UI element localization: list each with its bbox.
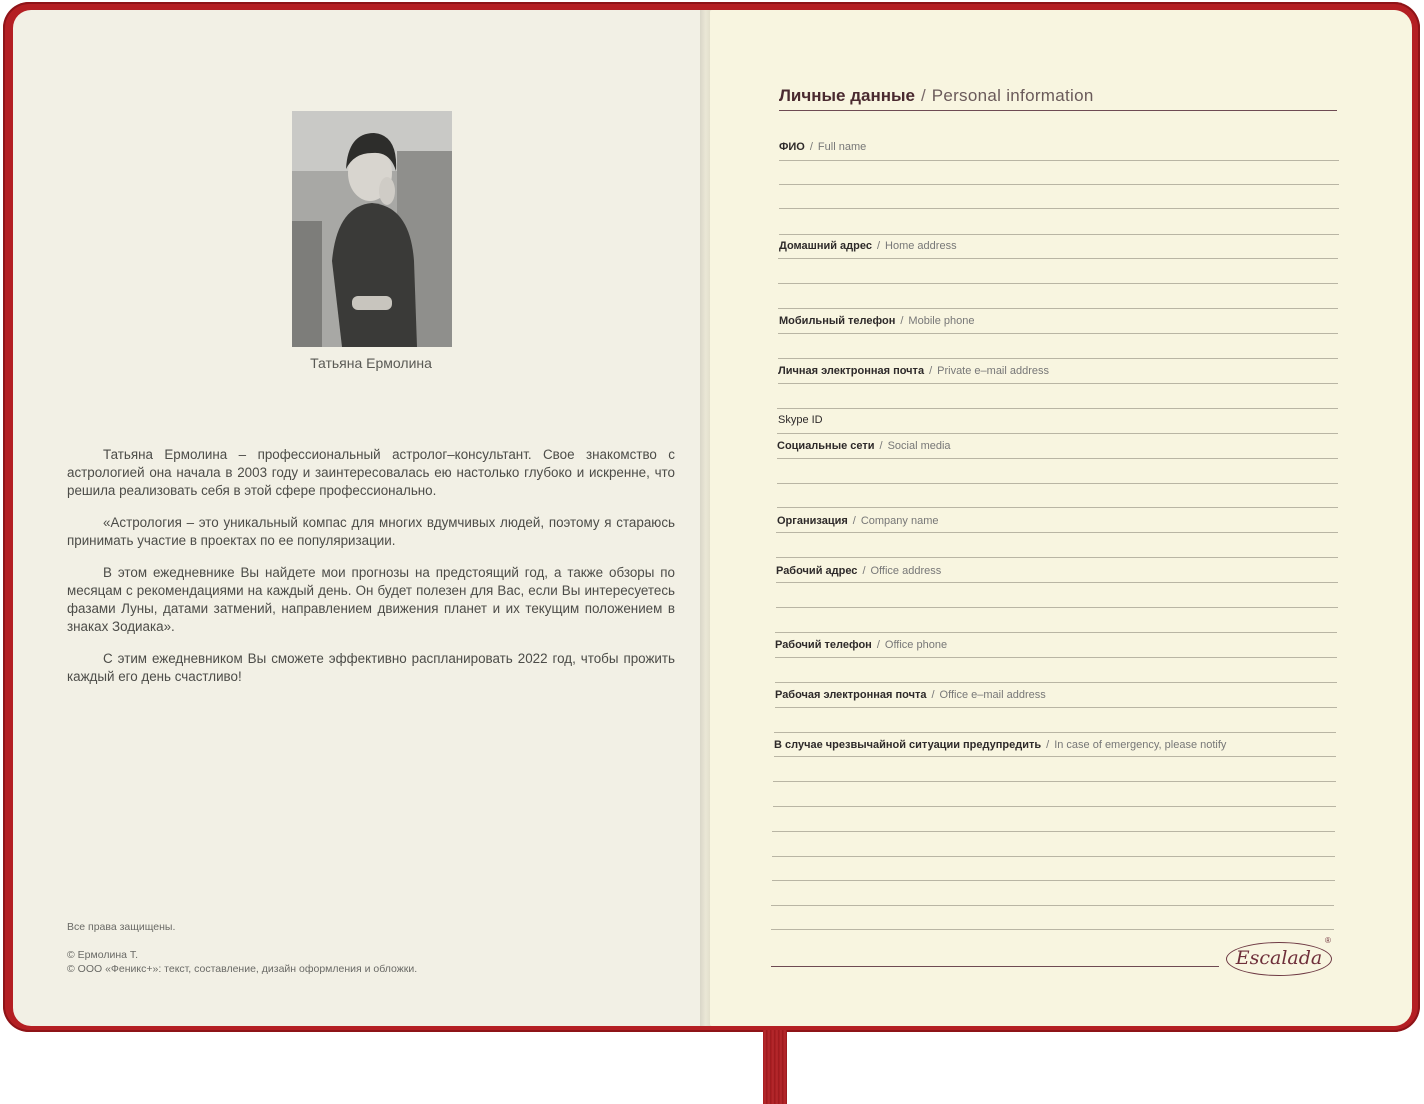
writing-line[interactable] xyxy=(779,208,1339,209)
writing-line[interactable] xyxy=(774,732,1336,733)
title-separator: / xyxy=(920,86,926,105)
author-photo xyxy=(292,111,452,347)
writing-line[interactable] xyxy=(775,657,1337,658)
writing-line[interactable] xyxy=(779,160,1339,161)
writing-line[interactable] xyxy=(775,682,1337,683)
copyright-author: © Ермолина Т. xyxy=(67,949,139,961)
writing-line[interactable] xyxy=(771,929,1334,930)
writing-line[interactable] xyxy=(775,632,1337,633)
field-full-name: ФИО / Full name xyxy=(779,141,867,153)
field-private-email: Личная электронная почта / Private e–mail address xyxy=(778,365,1050,377)
field-company-name: Организация / Company name xyxy=(777,515,939,527)
writing-line[interactable] xyxy=(779,234,1339,235)
bio-paragraph: В этом ежедневнике Вы найдете мои прогнозы на предстоящий год, а также обзоры по месяцам с рекомендациями на каждый день. Он будет полезен для Вас, если Вы интересуетесь фазами Луны, датами затмений, направлением движения планет и их текущим положением в знаках Зодиака». xyxy=(67,565,675,634)
field-social-media: Социальные сети / Social media xyxy=(777,440,951,452)
writing-line[interactable] xyxy=(778,308,1338,309)
field-office-email: Рабочая электронная почта / Office e–mail address xyxy=(775,689,1046,701)
registered-mark: ® xyxy=(1325,936,1331,945)
writing-line[interactable] xyxy=(772,831,1335,832)
writing-line[interactable] xyxy=(778,333,1338,334)
field-mobile-phone: Мобильный телефон / Mobile phone xyxy=(779,315,975,327)
author-bio xyxy=(67,446,675,700)
field-home-address: Домашний адрес / Home address xyxy=(779,240,957,252)
bookmark-ribbon[interactable] xyxy=(763,1030,787,1104)
rights-reserved: Все права защищены. xyxy=(67,921,176,933)
field-emergency-contact: В случае чрезвычайной ситуации предупредить / In case of emergency, please notify xyxy=(774,739,1227,751)
writing-line[interactable] xyxy=(777,458,1338,459)
writing-line[interactable] xyxy=(775,707,1337,708)
writing-line[interactable] xyxy=(778,283,1338,284)
writing-line[interactable] xyxy=(778,258,1338,259)
writing-line[interactable] xyxy=(778,383,1338,384)
escalada-logo: Escalada xyxy=(1226,942,1332,976)
page-footer-line xyxy=(771,966,1219,967)
title-en: Personal information xyxy=(931,86,1094,105)
writing-line[interactable] xyxy=(777,483,1338,484)
writing-line[interactable] xyxy=(776,607,1338,608)
copyright-publisher: © ООО «Феникс+»: текст, составление, дизайн оформления и обложки. xyxy=(67,963,418,975)
writing-line[interactable] xyxy=(776,532,1338,533)
photo-caption: Татьяна Ермолина xyxy=(310,355,432,371)
personal-info-title xyxy=(779,86,1337,111)
bio-paragraph: Татьяна Ермолина – профессиональный астролог–консультант. Свое знакомство с астрологией она начала в 2003 году и заинтересовалась ею настолько глубоко и искренне, что решила реализовать себя в этой сфере профессионально. xyxy=(67,447,675,498)
writing-line[interactable] xyxy=(776,582,1338,583)
writing-line[interactable] xyxy=(778,358,1338,359)
copyright-block xyxy=(67,920,417,976)
writing-line[interactable] xyxy=(777,507,1338,508)
writing-line[interactable] xyxy=(774,756,1336,757)
field-skype-id: Skype ID xyxy=(778,414,823,426)
field-office-address: Рабочий адрес / Office address xyxy=(776,565,942,577)
title-ru: Личные данные xyxy=(779,86,915,105)
writing-line[interactable] xyxy=(776,557,1338,558)
bio-paragraph: «Астрология – это уникальный компас для многих вдумчивых людей, поэтому я стараюсь принимать участие в проектах по ее популяризации. xyxy=(67,515,675,548)
writing-line[interactable] xyxy=(772,880,1335,881)
writing-line[interactable] xyxy=(773,806,1336,807)
writing-line[interactable] xyxy=(777,408,1338,409)
writing-line[interactable] xyxy=(772,856,1335,857)
writing-line[interactable] xyxy=(771,905,1334,906)
writing-line[interactable] xyxy=(777,433,1338,434)
writing-line[interactable] xyxy=(773,781,1336,782)
field-office-phone: Рабочий телефон / Office phone xyxy=(775,639,948,651)
writing-line[interactable] xyxy=(779,184,1339,185)
bio-paragraph: С этим ежедневником Вы сможете эффективно распланировать 2022 год, чтобы прожить каждый его день счастливо! xyxy=(67,651,675,684)
